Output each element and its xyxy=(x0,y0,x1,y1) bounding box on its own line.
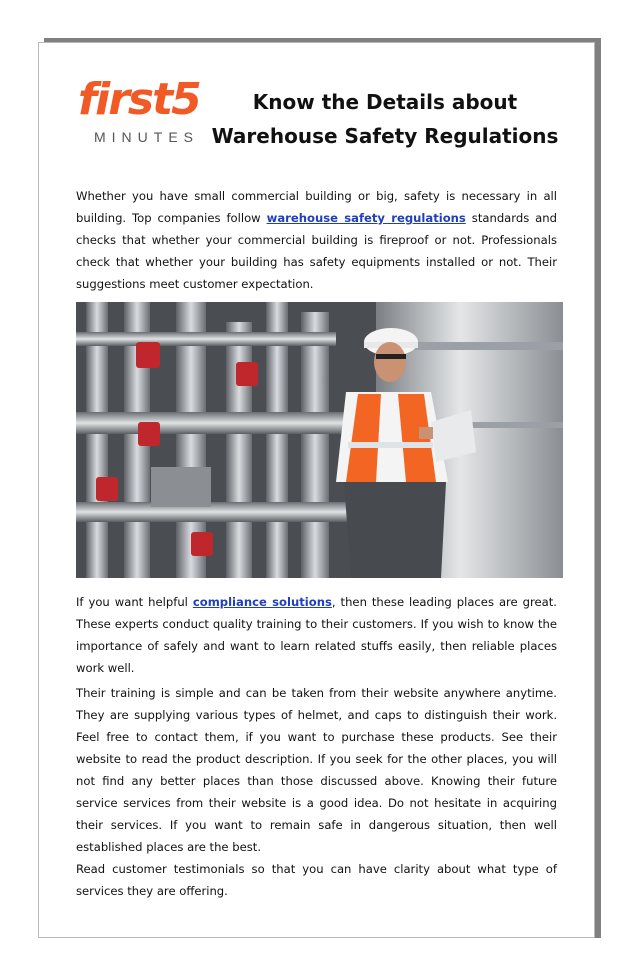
para1-text-before: Whether you have small commercial building or big, safety is necessary in all building. Top companies follow xyxy=(76,189,557,225)
intro-paragraph xyxy=(76,185,557,295)
para2-text-after: , then these leading places are great. These experts conduct quality training to their customers. If you wish to know the importance of safely and want to learn related stuffs easily, then reliable places work well. xyxy=(76,595,557,675)
warehouse-safety-link[interactable]: warehouse safety regulations xyxy=(266,211,466,225)
compliance-solutions-link[interactable]: compliance solutions xyxy=(192,595,332,609)
first5-minutes-logo xyxy=(78,74,213,148)
title-line-1: Know the Details about xyxy=(252,90,518,114)
logo-wordmark: first5 xyxy=(78,74,200,125)
para1-text-after: standards and checks that whether your commercial building is fireproof or not. Professionals check that whether your building has safety equipments installed or not. Their suggestions meet customer expectation. xyxy=(76,211,557,291)
title-line-2: Warehouse Safety Regulations xyxy=(211,124,559,148)
training-paragraph: Their training is simple and can be taken from their website anywhere anytime. They are supplying various types of helmet, and caps to distinguish their work. Feel free to contact them, if you want to purchase these products. See their website to read the product description. If you seek for the other places, you will not find any better places than those discussed above. Knowing their future service services from their website is a good idea. Do not hesitate in acquiring their services. If you want to remain safe in dangerous situation, then well established places are the best. xyxy=(76,686,557,854)
logo-subtitle: MINUTES xyxy=(94,129,199,145)
testimonials-paragraph: Read customer testimonials so that you can have clarity about what type of services they are offering. xyxy=(76,862,557,898)
compliance-paragraph xyxy=(76,591,557,679)
para2-text-before: If you want helpful xyxy=(76,595,193,609)
page-title xyxy=(210,85,560,153)
safety-inspector-photo xyxy=(76,302,563,578)
